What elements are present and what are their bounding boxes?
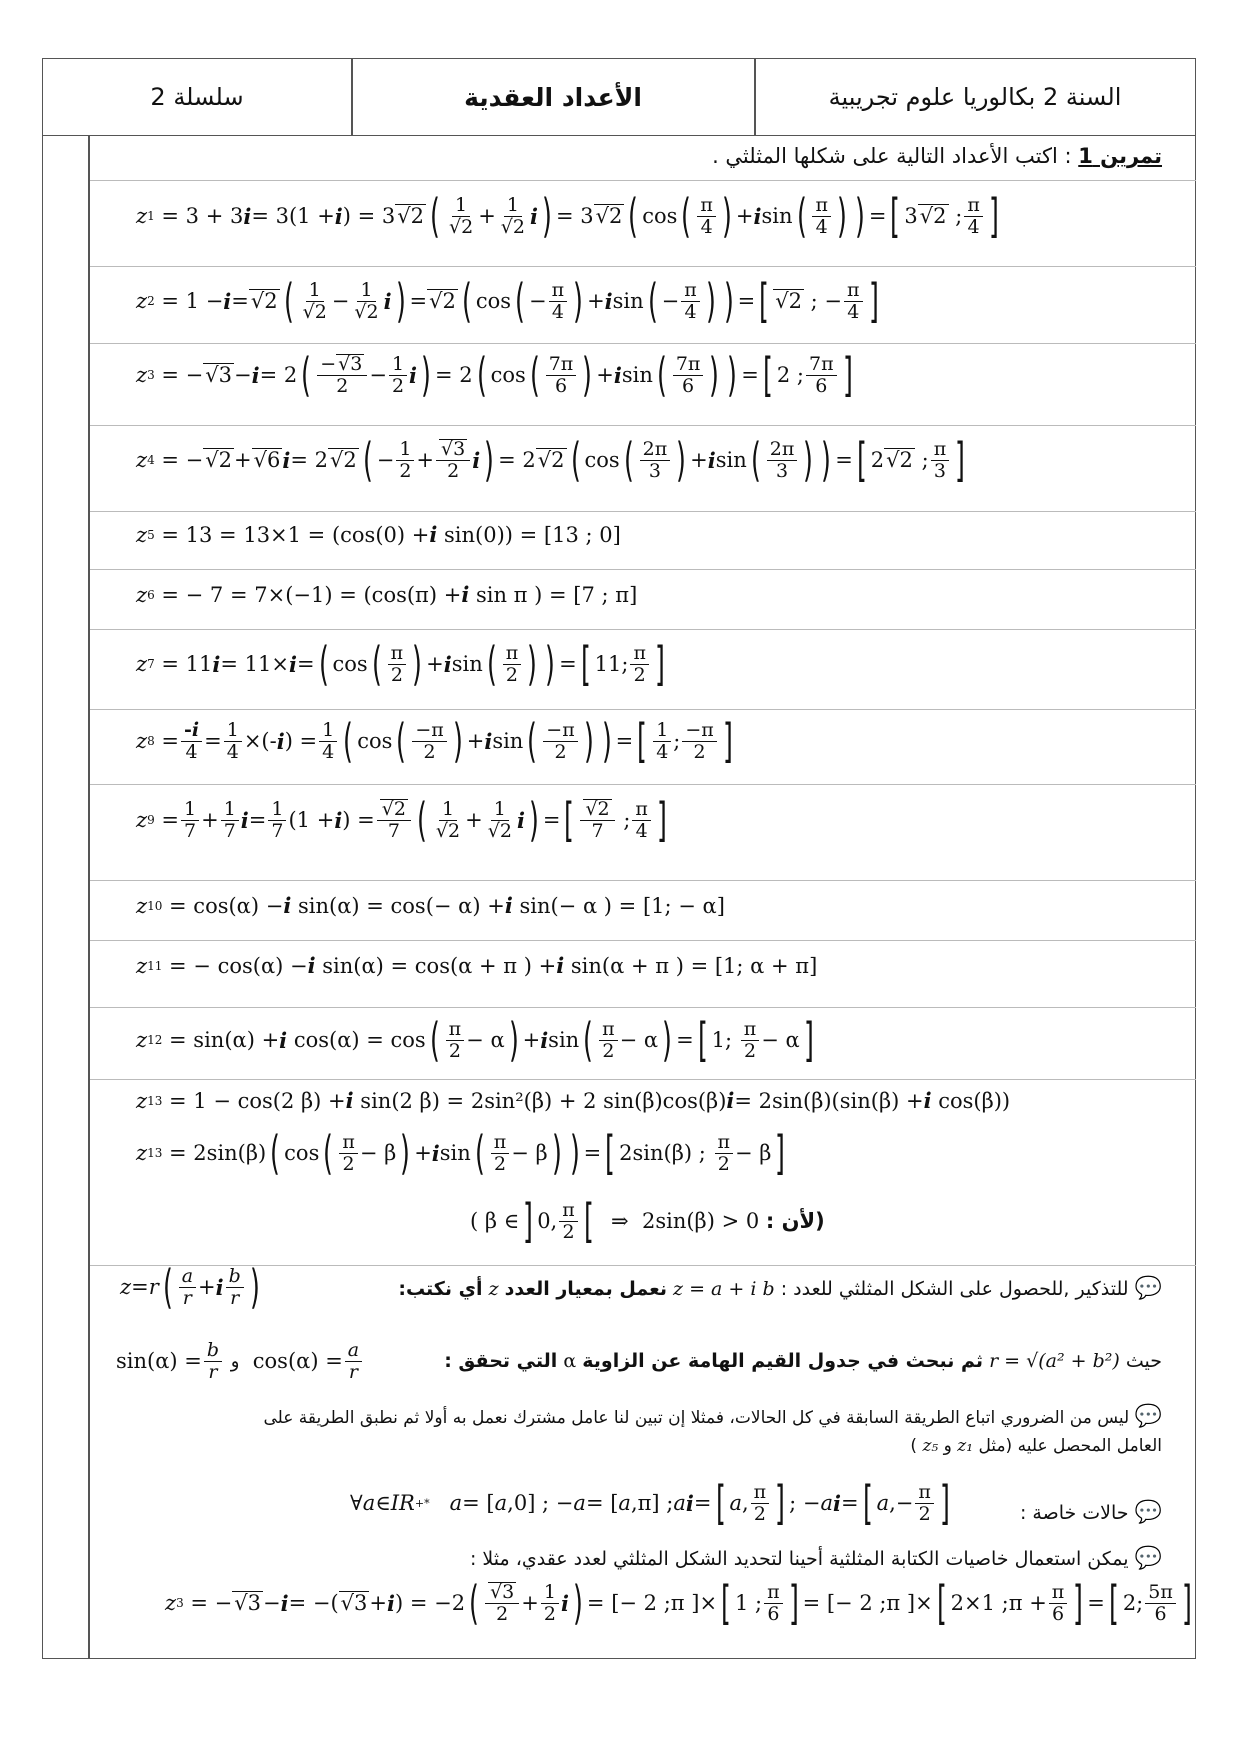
equation-z12: z 12 = sin(α) + i cos(α) = cos ( π 2 − α ) + i sin ( π 2 − α ) = [ 1; π 2 − α ] [136,1013,814,1067]
note-reminder: 💬 للتذكير ,للحصول على الشكل المثلثي للعدد : z = a + i b نعمل بمعيار العدد z أي نكتب: [398,1276,1162,1301]
because-line: ( β ∈ ] 0, π 2 [ ⇒ 2sin(β) > 0 (لأن : [470,1194,825,1248]
equation-z3: z 3 = − √3 − i = 2 ( − √3 2 − 1 2 i ) = 2 ( cos ( 7π 6 ) + i sin ( 7π 6 ) ) = [ 2 ; 7π 6 ] [136,348,853,402]
note-obtained-factor: العامل المحصل عليه (مثل z₁ و z₅ ) [910,1436,1162,1456]
equation-z3-alt: z 3 = − √3 − i = −( √3 + i ) = −2 ( √3 2 + 1 2 i ) = [− 2 ;π ]× [ 1 ; π 6 ] = [− 2 ;π ]× [ 2×1 ;π + π 6 ] = [ 2; 5π 6 ] [165,1576,1192,1630]
exercise-label: تمرين 1 [1078,144,1162,168]
note-special-cases: 💬 حالات خاصة : [1019,1500,1162,1525]
level-label: السنة 2 بكالوريا علوم تجريبية [828,83,1122,111]
header-table [42,58,1196,136]
equation-special-cases: ∀ a ∈ IR +* a = [ a ,0] ; − a = [ a ,π] ; a i = [ a , π 2 ] ; − a i = [ a ,− π 2 ] [350,1476,950,1530]
equation-z11: z 11 = − cos(α) − i sin(α) = cos(α + π ) + i sin(α + π ) = [1; α + π] [136,953,818,978]
equation-z10: z 10 = cos(α) − i sin(α) = cos(− α) + i sin(− α ) = [1; − α] [136,893,725,918]
equation-z1: z 1 = 3 + 3 i = 3(1 + i ) = 3 √2 ( 1 √2 + 1 √2 i ) = 3 √2 ( cos ( π 4 ) + i sin ( π 4 ) ) = [ 3 √2 ; π 4 ] [136,189,999,243]
speech-bubble-icon: 💬 [1134,1404,1162,1429]
speech-bubble-icon: 💬 [1134,1276,1162,1301]
equation-z9: z 9 = 1 7 + 1 7 i = 1 7 (1 + i ) = √2 7 ( 1 √2 + 1 √2 i ) = [ √2 7 ; π 4 ] [136,793,667,847]
because-label: (لأن : [765,1209,825,1233]
equation-z4: z 4 = − √2 + √6 i = 2 √2 ( − 1 2 + √3 2 i ) = 2 √2 ( cos ( 2π 3 ) + i sin ( 2π 3 ) ) = [ 2 √2 ; π 3 ] [136,433,966,487]
exercise-instruction: : اكتب الأعداد التالية على شكلها المثلثي . [712,144,1072,168]
equation-z2: z 2 = 1 − i = √2 ( 1 √2 − 1 √2 i ) = √2 ( cos ( − π 4 ) + i sin ( − π 4 ) ) = [ √2 ; − π 4 ] [136,274,879,328]
speech-bubble-icon: 💬 [1134,1500,1162,1525]
equation-z13-line1: z 13 = 1 − cos(2 β) + i sin(2 β) = 2sin²(β) + 2 sin(β)cos(β) i = 2sin(β)(sin(β) + i cos(β)) [136,1088,1011,1113]
equation-z5: z 5 = 13 = 13×1 = (cos(0) + i sin(0)) = [13 ; 0] [136,522,621,547]
equation-modulus-form: z = r ( a r + i b r ) [120,1260,260,1314]
equation-z8: z 8 = -i 4 = 1 4 ×(- i ) = 1 4 ( cos ( −π 2 ) + i sin ( −π 2 ) ) = [ 1 4 ; −π 2 ] [136,714,733,768]
topic-title: الأعداد العقدية [464,82,642,112]
note-where: حيث r = √(a² + b²) ثم نبحث في جدول القيم الهامة عن الزاوية α التي تحقق : [444,1350,1162,1372]
note-properties: 💬 يمكن استعمال خاصيات الكتابة المثلثية أحينا لتحديد الشكل المثلثي لعدد عقدي، مثلا : [469,1546,1162,1571]
series-label: سلسلة 2 [150,83,244,111]
equation-z6: z 6 = − 7 = 7×(−1) = (cos(π) + i sin π ) = [7 ; π] [136,582,638,607]
note-not-necessary: 💬 ليس من الضروري اتباع الطريقة السابقة في كل الحالات، فمثلا إن تبين لنا عامل مشترك نعمل به أولا ثم نطبق الطريقة على [263,1404,1162,1429]
speech-bubble-icon: 💬 [1134,1546,1162,1571]
equation-z13-line2: z 13 = 2sin(β) ( cos ( π 2 − β ) + i sin ( π 2 − β ) ) = [ 2sin(β) ; π 2 − β ] [136,1126,786,1180]
equation-angle-condition: sin(α) = b r و cos(α) = a r [116,1340,364,1383]
equation-z7: z 7 = 11 i = 11× i = ( cos ( π 2 ) + i sin ( π 2 ) ) = [ 11; π 2 ] [136,637,665,691]
